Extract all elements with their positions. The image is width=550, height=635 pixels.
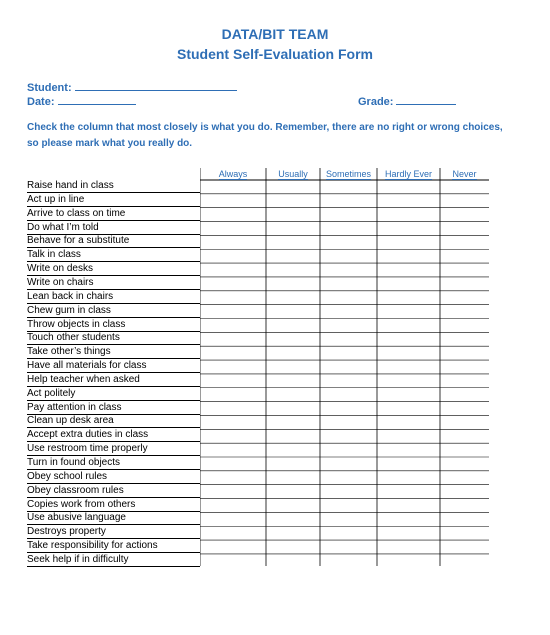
behavior-row-label: Write on desks — [27, 263, 200, 276]
rating-cell[interactable] — [320, 235, 377, 249]
behavior-row-label: Use abusive language — [27, 512, 200, 525]
rating-cell[interactable] — [200, 457, 266, 471]
behavior-row-label: Clean up desk area — [27, 415, 200, 428]
behavior-row-label: Destroys property — [27, 526, 200, 539]
column-header — [320, 169, 377, 179]
rating-cell[interactable] — [266, 291, 320, 305]
rating-cell[interactable] — [377, 540, 440, 554]
grade-field[interactable] — [358, 94, 456, 108]
rating-cell[interactable] — [440, 263, 489, 277]
rating-cell[interactable] — [266, 540, 320, 554]
rating-cell[interactable] — [440, 374, 489, 388]
rating-cell[interactable] — [377, 485, 440, 499]
date-blank-line[interactable] — [58, 94, 136, 105]
behavior-row-label: Lean back in chairs — [27, 291, 200, 304]
column-header — [377, 169, 440, 179]
rating-cell[interactable] — [200, 208, 266, 222]
rating-cell[interactable] — [320, 499, 377, 513]
rating-cell[interactable] — [377, 235, 440, 249]
rating-cell[interactable] — [320, 457, 377, 471]
rating-cell[interactable] — [440, 526, 489, 540]
behavior-row-label: Pay attention in class — [27, 402, 200, 415]
rating-cell[interactable] — [440, 540, 489, 554]
column-header-label: Hardly Ever — [384, 169, 432, 179]
rating-cell[interactable] — [377, 443, 440, 457]
rating-cell[interactable] — [320, 305, 377, 319]
rating-cell[interactable] — [266, 346, 320, 360]
behavior-row-label: Obey school rules — [27, 471, 200, 484]
rating-cell[interactable] — [377, 346, 440, 360]
rating-cell[interactable] — [266, 443, 320, 457]
rating-cell[interactable] — [200, 471, 266, 485]
behavior-row-label: Act up in line — [27, 194, 200, 207]
rating-cell[interactable] — [200, 291, 266, 305]
rating-cell[interactable] — [266, 388, 320, 402]
rating-cell[interactable] — [266, 554, 320, 568]
rating-cell[interactable] — [377, 499, 440, 513]
rating-cell[interactable] — [377, 194, 440, 208]
behavior-row-label: Act politely — [27, 388, 200, 401]
behavior-row-label: Help teacher when asked — [27, 374, 200, 387]
behavior-row-label: Have all materials for class — [27, 360, 200, 373]
rating-cell[interactable] — [377, 471, 440, 485]
column-header — [200, 169, 266, 179]
rating-cell[interactable] — [440, 346, 489, 360]
rating-cell[interactable] — [266, 512, 320, 526]
rating-cell[interactable] — [266, 457, 320, 471]
rating-cell[interactable] — [320, 554, 377, 568]
rating-cell[interactable] — [440, 249, 489, 263]
column-header-label: Always — [218, 169, 248, 179]
rating-cell[interactable] — [320, 346, 377, 360]
rating-cell[interactable] — [440, 194, 489, 208]
rating-cell[interactable] — [320, 332, 377, 346]
column-header-label: Usually — [278, 169, 308, 179]
rating-cell[interactable] — [440, 415, 489, 429]
rating-cell[interactable] — [377, 402, 440, 416]
rating-cell[interactable] — [440, 180, 489, 194]
behavior-row-label: Copies work from others — [27, 499, 200, 512]
rating-cell[interactable] — [200, 263, 266, 277]
rating-cell[interactable] — [200, 222, 266, 236]
rating-cell[interactable] — [440, 499, 489, 513]
rating-cell[interactable] — [200, 374, 266, 388]
rating-cell[interactable] — [377, 457, 440, 471]
rating-cell[interactable] — [377, 180, 440, 194]
behavior-row-label: Arrive to class on time — [27, 208, 200, 221]
rating-cell[interactable] — [440, 457, 489, 471]
behavior-row-label: Touch other students — [27, 332, 200, 345]
rating-cell[interactable] — [440, 208, 489, 222]
rating-cell[interactable] — [266, 332, 320, 346]
behavior-row-label: Take responsibility for actions — [27, 540, 200, 553]
rating-cell[interactable] — [377, 388, 440, 402]
rating-cell[interactable] — [266, 499, 320, 513]
rating-cell[interactable] — [200, 235, 266, 249]
rating-cell[interactable] — [200, 526, 266, 540]
rating-cell[interactable] — [320, 249, 377, 263]
rating-cell[interactable] — [200, 540, 266, 554]
column-header — [440, 169, 489, 179]
rating-cell[interactable] — [266, 222, 320, 236]
rating-cell[interactable] — [200, 388, 266, 402]
rating-cell[interactable] — [200, 277, 266, 291]
column-header-label: Never — [452, 169, 477, 179]
rating-cell[interactable] — [266, 415, 320, 429]
form-title: DATA/BIT TEAM — [221, 26, 329, 42]
rating-cell[interactable] — [320, 402, 377, 416]
rating-cell[interactable] — [200, 415, 266, 429]
rating-cell[interactable] — [440, 319, 489, 333]
behavior-row-label: Obey classroom rules — [27, 485, 200, 498]
rating-cell[interactable] — [320, 277, 377, 291]
student-blank-line[interactable] — [75, 80, 237, 91]
rating-cell[interactable] — [377, 360, 440, 374]
rating-cell[interactable] — [377, 305, 440, 319]
rating-cell[interactable] — [320, 388, 377, 402]
rating-cell[interactable] — [200, 429, 266, 443]
rating-cell[interactable] — [320, 526, 377, 540]
rating-cell[interactable] — [377, 429, 440, 443]
rating-cell[interactable] — [440, 360, 489, 374]
rating-cell[interactable] — [377, 374, 440, 388]
date-label: Date: — [27, 96, 55, 108]
student-field[interactable] — [27, 80, 237, 94]
rating-cell[interactable] — [266, 360, 320, 374]
rating-cell[interactable] — [200, 180, 266, 194]
rating-cell[interactable] — [440, 235, 489, 249]
rating-cell[interactable] — [266, 485, 320, 499]
rating-cell[interactable] — [266, 277, 320, 291]
student-label: Student: — [27, 82, 72, 94]
rating-cell[interactable] — [200, 360, 266, 374]
rating-cell[interactable] — [266, 402, 320, 416]
rating-cell[interactable] — [200, 499, 266, 513]
instructions-text: Check the column that most closely is what you do. Remember, there are no right or wrong choices, so please mark what you really do. — [27, 122, 503, 149]
rating-cell[interactable] — [320, 471, 377, 485]
rating-cell[interactable] — [200, 305, 266, 319]
rating-cell[interactable] — [200, 319, 266, 333]
rating-cell[interactable] — [377, 319, 440, 333]
grade-blank-line[interactable] — [396, 94, 456, 105]
rating-cell[interactable] — [200, 512, 266, 526]
grade-label: Grade: — [358, 96, 394, 108]
rating-cell[interactable] — [266, 374, 320, 388]
rating-cell[interactable] — [440, 554, 489, 568]
rating-cell[interactable] — [377, 222, 440, 236]
column-header — [266, 169, 320, 179]
rating-cell[interactable] — [200, 443, 266, 457]
rating-cell[interactable] — [266, 249, 320, 263]
rating-cell[interactable] — [440, 222, 489, 236]
rating-cell[interactable] — [377, 291, 440, 305]
rating-cell[interactable] — [320, 485, 377, 499]
rating-cell[interactable] — [440, 305, 489, 319]
behavior-row-label: Do what I’m told — [27, 222, 200, 235]
rating-cell[interactable] — [320, 415, 377, 429]
rating-cell[interactable] — [440, 512, 489, 526]
behavior-row-label: Write on chairs — [27, 277, 200, 290]
rating-cell[interactable] — [266, 263, 320, 277]
behavior-row-label: Talk in class — [27, 249, 200, 262]
behavior-row-label: Raise hand in class — [27, 180, 200, 193]
rating-cell[interactable] — [320, 291, 377, 305]
rating-cell[interactable] — [440, 429, 489, 443]
column-header-label: Sometimes — [325, 169, 371, 179]
rating-cell[interactable] — [377, 208, 440, 222]
rating-cell[interactable] — [377, 415, 440, 429]
rating-cell[interactable] — [320, 512, 377, 526]
rating-cell[interactable] — [320, 319, 377, 333]
rating-cell[interactable] — [377, 554, 440, 568]
rating-cell[interactable] — [440, 485, 489, 499]
behavior-row-label: Accept extra duties in class — [27, 429, 200, 442]
rating-cell[interactable] — [377, 526, 440, 540]
rating-cell[interactable] — [377, 277, 440, 291]
behavior-row-label: Behave for a substitute — [27, 235, 200, 248]
rating-cell[interactable] — [200, 346, 266, 360]
date-field[interactable] — [27, 94, 136, 108]
rating-cell[interactable] — [200, 554, 266, 568]
rating-cell[interactable] — [266, 180, 320, 194]
rating-cell[interactable] — [266, 235, 320, 249]
behavior-row-label: Chew gum in class — [27, 305, 200, 318]
behavior-row-label: Use restroom time properly — [27, 443, 200, 456]
rating-cell[interactable] — [377, 263, 440, 277]
rating-cell[interactable] — [440, 388, 489, 402]
rating-cell[interactable] — [320, 429, 377, 443]
rating-cell[interactable] — [440, 291, 489, 305]
rating-cell[interactable] — [200, 194, 266, 208]
behavior-row-label: Seek help if in difficulty — [27, 554, 200, 567]
rating-cell[interactable] — [266, 471, 320, 485]
behavior-row-label: Take other’s things — [27, 346, 200, 359]
rating-cell[interactable] — [266, 429, 320, 443]
rating-cell[interactable] — [200, 402, 266, 416]
rating-cell[interactable] — [320, 180, 377, 194]
rating-cell[interactable] — [320, 263, 377, 277]
rating-cell[interactable] — [266, 526, 320, 540]
rating-cell[interactable] — [320, 443, 377, 457]
rating-cell[interactable] — [377, 332, 440, 346]
rating-cell[interactable] — [440, 471, 489, 485]
form-subtitle: Student Self-Evaluation Form — [176, 46, 373, 62]
rating-cell[interactable] — [266, 194, 320, 208]
rating-cell[interactable] — [266, 208, 320, 222]
rating-cell[interactable] — [377, 249, 440, 263]
behavior-row-label: Throw objects in class — [27, 319, 200, 332]
rating-cell[interactable] — [320, 194, 377, 208]
rating-cell[interactable] — [440, 277, 489, 291]
rating-cell[interactable] — [440, 332, 489, 346]
rating-cell[interactable] — [266, 305, 320, 319]
rating-cell[interactable] — [200, 249, 266, 263]
rating-cell[interactable] — [320, 540, 377, 554]
behavior-row-label: Turn in found objects — [27, 457, 200, 470]
rating-cell[interactable] — [320, 374, 377, 388]
rating-cell[interactable] — [320, 208, 377, 222]
rating-cell[interactable] — [320, 222, 377, 236]
rating-cell[interactable] — [440, 402, 489, 416]
rating-cell[interactable] — [200, 332, 266, 346]
rating-cell[interactable] — [377, 512, 440, 526]
rating-cell[interactable] — [266, 319, 320, 333]
rating-cell[interactable] — [200, 485, 266, 499]
rating-cell[interactable] — [440, 443, 489, 457]
rating-cell[interactable] — [320, 360, 377, 374]
